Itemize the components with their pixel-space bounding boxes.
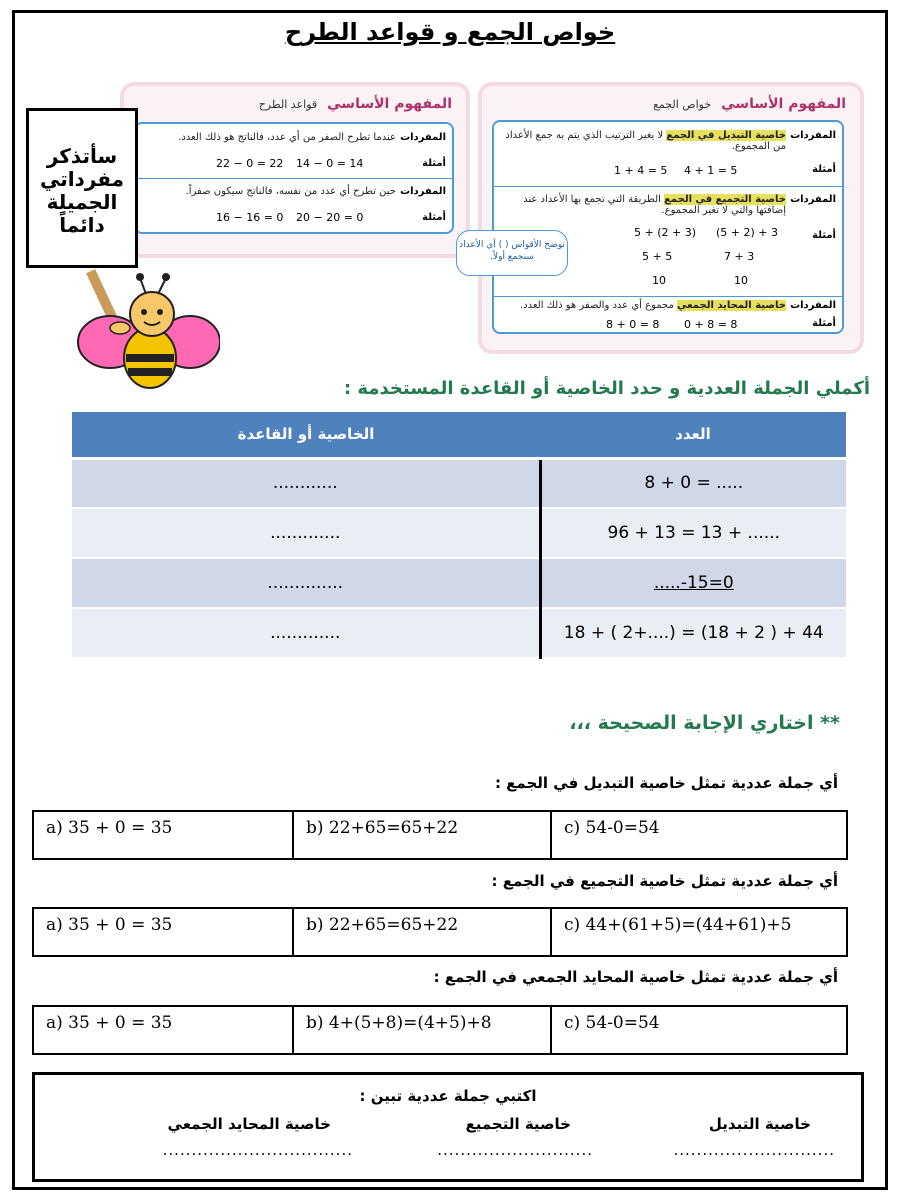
identity-example-2: 0 + 8 = 8 xyxy=(684,318,738,331)
parentheses-hint-bubble: توضح الأقواس ( ) أي الأعداد سنجمع أولاً. xyxy=(456,230,568,276)
subtraction-card-body xyxy=(134,122,454,234)
table-row xyxy=(72,608,846,658)
option-c[interactable]: c) 44+(61+5)=(44+61)+5 xyxy=(564,915,792,935)
commutative-name: خاصية التبديل في الجمع xyxy=(666,130,786,141)
identity-vocab-row xyxy=(500,300,836,311)
examples-label: أمثلة xyxy=(422,212,446,223)
rule2-vocab-row xyxy=(142,186,446,197)
commutative-answer-line[interactable]: ............................ xyxy=(673,1141,835,1159)
associative-answer-line[interactable]: ........................... xyxy=(437,1141,593,1159)
question-3: أي جملة عددية تمثل خاصية المحايد الجمعي في الجمع : xyxy=(433,968,838,986)
rule2-example-1: 16 − 16 = 0 xyxy=(216,211,284,224)
addition-card-title: المفهوم الأساسي xyxy=(721,96,846,112)
subtraction-card-heading xyxy=(259,96,452,112)
option-c[interactable]: c) 54-0=54 xyxy=(564,818,660,838)
header-number: العدد xyxy=(540,412,846,458)
rule2-example-2: 20 − 20 = 0 xyxy=(296,211,364,224)
number-sentence-cell[interactable] xyxy=(540,558,846,608)
write-sentences-box xyxy=(32,1072,864,1182)
card-divider xyxy=(136,178,452,179)
examples-label: أمثلة xyxy=(422,158,446,169)
identity-answer-line[interactable]: ................................. xyxy=(162,1141,353,1159)
property-cell[interactable]: ............. xyxy=(72,608,540,658)
question-1: أي جملة عددية تمثل خاصية التبديل في الجمع : xyxy=(494,774,838,792)
option-c[interactable]: c) 54-0=54 xyxy=(564,1013,660,1033)
associative-right-step-2: 5 + 5 xyxy=(642,250,673,263)
number-sentence-cell[interactable]: 18 + ( 2+....) = (18 + 2 ) + 44 xyxy=(540,608,846,658)
commutative-text: لا يغير الترتيب الذي يتم به جمع الأعداد من المجموع. xyxy=(505,130,786,152)
rule2-examples-row xyxy=(142,212,446,223)
associative-left-step-2: 7 + 3 xyxy=(724,250,755,263)
vocab-label: المفردات xyxy=(400,186,446,197)
rule1-text: عندما تطرح الصفر من أي عدد، فالناتج هو ذلك العدد. xyxy=(178,132,396,143)
option-a[interactable]: a) 35 + 0 = 35 xyxy=(34,1007,294,1053)
commutative-vocab-row xyxy=(500,130,836,152)
associative-left-result: 10 xyxy=(734,274,748,287)
addition-card-body xyxy=(492,120,844,334)
commutative-example-1: 4 + 1 = 5 xyxy=(684,164,738,177)
associative-left-step-1: (5 + 2) + 3 xyxy=(716,226,778,239)
associative-text: الطريقة التي تجمع بها الأعداد عند إضافتها والتي لا تغير المجموع. xyxy=(523,194,786,216)
subtraction-card-title: المفهوم الأساسي xyxy=(327,96,452,112)
subtraction-card-subtitle: قواعد الطرح xyxy=(258,98,318,111)
addition-card-subtitle: خواص الجمع xyxy=(653,98,712,111)
subtraction-concept-card xyxy=(120,82,470,258)
identity-name: خاصية المحايد الجمعي xyxy=(677,300,786,311)
number-sentence-cell[interactable]: 96 + 13 = 13 + ...... xyxy=(540,508,846,558)
identity-text: مجموع أي عدد والصفر هو ذلك العدد. xyxy=(519,300,674,311)
associative-prompt: خاصية التجميع xyxy=(465,1115,571,1133)
vocab-label: المفردات xyxy=(400,132,446,143)
remember-sign: سأتذكر مفرداتي الجميلة دائماً xyxy=(26,108,138,268)
associative-right-result: 10 xyxy=(652,274,666,287)
card-divider xyxy=(494,296,842,297)
commutative-examples-row xyxy=(500,164,836,175)
table-row xyxy=(72,508,846,558)
card-divider xyxy=(494,186,842,187)
option-a[interactable]: a) 35 + 0 = 35 xyxy=(34,909,294,955)
vocab-label: المفردات xyxy=(790,130,836,141)
choose-heading: ** اختاري الإجابة الصحيحة ،،، xyxy=(569,712,840,734)
rule1-example-1: 22 − 0 = 22 xyxy=(216,157,284,170)
addition-concept-card xyxy=(478,82,864,354)
examples-label: أمثلة xyxy=(812,164,836,175)
vocab-label: المفردات xyxy=(790,194,836,205)
question-1-options xyxy=(32,810,848,860)
identity-example-1: 8 + 0 = 8 xyxy=(606,318,660,331)
property-cell[interactable]: ............. xyxy=(72,508,540,558)
page-title: خواص الجمع و قواعد الطرح xyxy=(284,18,616,46)
table-header-row xyxy=(72,412,846,458)
table-row xyxy=(72,558,846,608)
write-box-title: اكتبي جملة عددية تبين : xyxy=(359,1087,537,1105)
rule1-vocab-row xyxy=(142,132,446,143)
examples-label: أمثلة xyxy=(812,230,836,241)
rule2-text: حين تطرح أي عدد من نفسه، فالناتج سيكون صفراً. xyxy=(185,186,396,197)
question-3-options xyxy=(32,1005,848,1055)
option-b[interactable]: b) 4+(5+8)=(4+5)+8 xyxy=(294,1007,552,1053)
option-b[interactable]: b) 22+65=65+22 xyxy=(294,812,552,858)
associative-right-step-1: 5 + (2 + 3) xyxy=(634,226,696,239)
identity-prompt: خاصية المحايد الجمعي xyxy=(167,1115,331,1133)
identity-examples-row xyxy=(500,318,836,329)
number-sentence-text: .....-15=0 xyxy=(653,573,734,593)
vocab-label: المفردات xyxy=(790,300,836,311)
bee-mascot-icon xyxy=(60,262,220,392)
property-cell[interactable]: .............. xyxy=(72,558,540,608)
properties-table xyxy=(72,412,846,659)
addition-card-heading xyxy=(653,96,846,112)
table-row xyxy=(72,458,846,508)
associative-vocab-row xyxy=(500,194,836,216)
question-2-options xyxy=(32,907,848,957)
option-a[interactable]: a) 35 + 0 = 35 xyxy=(34,812,294,858)
commutative-example-2: 1 + 4 = 5 xyxy=(614,164,668,177)
rule1-examples-row xyxy=(142,158,446,169)
table-instruction: أكملي الجملة العددية و حدد الخاصية أو القاعدة المستخدمة : xyxy=(343,378,870,399)
examples-label: أمثلة xyxy=(812,318,836,329)
associative-name: خاصية التجميع في الجمع xyxy=(664,194,786,205)
header-property: الخاصية أو القاعدة xyxy=(72,412,540,458)
property-cell[interactable]: ............ xyxy=(72,458,540,508)
option-b[interactable]: b) 22+65=65+22 xyxy=(294,909,552,955)
question-2: أي جملة عددية تمثل خاصية التجميع في الجمع : xyxy=(491,872,838,890)
rule1-example-2: 14 − 0 = 14 xyxy=(296,157,364,170)
commutative-prompt: خاصية التبديل xyxy=(708,1115,811,1133)
number-sentence-cell[interactable]: 8 + 0 = ..... xyxy=(540,458,846,508)
